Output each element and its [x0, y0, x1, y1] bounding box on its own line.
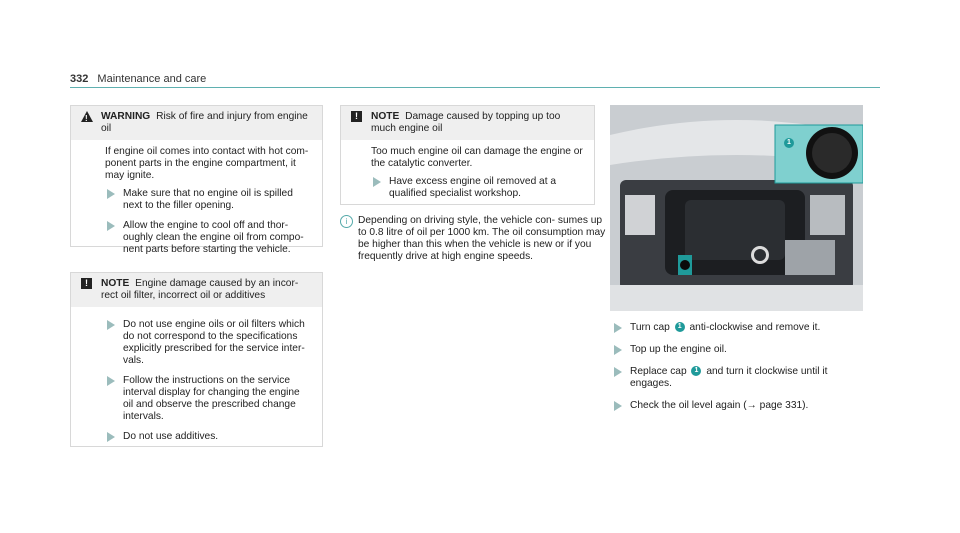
procedure-steps — [612, 322, 872, 422]
callout-badge: 1 — [784, 138, 794, 148]
page-number: 332 — [70, 73, 89, 85]
warning-title: WARNING — [101, 111, 151, 122]
warning-text: If engine oil comes into contact with hot com- ponent parts in the engine compartment, it may ignite. — [105, 146, 309, 181]
notice-subtitle: Damage caused by topping up too much engine oil — [371, 111, 561, 134]
arrow-icon — [373, 177, 381, 187]
warning-step: Make sure that no engine oil is spilled next to the filler opening. — [105, 188, 312, 212]
arrow-icon — [614, 401, 622, 411]
notice-text: Too much engine oil can damage the engine or the catalytic converter. — [371, 146, 583, 169]
notice-step: Have excess engine oil removed at a qualified specialist workshop. — [371, 176, 584, 200]
notice-title: NOTE — [371, 111, 400, 122]
warning-header — [71, 106, 322, 140]
notice-header — [71, 273, 322, 307]
arrow-icon — [107, 432, 115, 442]
warning-step: Allow the engine to cool off and thor- oughly clean the engine oil from compo- nent parts before starting the vehicle. — [105, 220, 312, 256]
warning-box — [70, 105, 323, 255]
warning-subtitle: Risk of fire and injury from engine oil — [101, 111, 308, 134]
info-note — [340, 215, 613, 263]
notice-step: Do not use additives. — [105, 431, 312, 443]
callout-badge: 1 — [691, 366, 701, 376]
section-title: Maintenance and care — [97, 73, 207, 85]
notice-header — [341, 106, 594, 140]
warning-triangle-icon: ! — [81, 111, 93, 122]
notice-step: Do not use engine oils or oil filters which do not correspond to the specifications explicitly prescribed for the service inter- vals. — [105, 319, 312, 367]
info-note-text: Depending on driving style, the vehicle con- sumes up to 0.8 litre of oil per 1000 km. The oil consumption may be higher than this when the vehicle is new or if you frequently drive at high engine speeds. — [358, 215, 606, 262]
arrow-icon — [614, 345, 622, 355]
arrow-icon — [107, 221, 115, 231]
procedure-step: Turn cap 1 anti-clockwise and remove it. — [612, 322, 872, 334]
procedure-step: Top up the engine oil. — [612, 344, 872, 356]
notice-step: Follow the instructions on the service interval display for changing the engine oil and observe the prescribed change intervals. — [105, 375, 312, 423]
arrow-icon — [107, 376, 115, 386]
arrow-icon — [107, 320, 115, 330]
procedure-step: Check the oil level again (→ page 331). — [612, 400, 872, 412]
exclamation-icon: ! — [351, 111, 362, 123]
info-icon: i — [340, 215, 353, 228]
procedure-step: Replace cap 1 and turn it clockwise until it engages. — [612, 366, 872, 390]
arrow-icon — [614, 323, 622, 333]
notice-box-oil-filter — [70, 272, 323, 447]
arrow-icon — [614, 367, 622, 377]
page-header — [70, 73, 206, 85]
engine-compartment-image — [610, 105, 863, 311]
engine-illustration — [610, 105, 863, 311]
notice-box-overfill — [340, 105, 595, 205]
arrow-icon — [107, 189, 115, 199]
notice-subtitle: Engine damage caused by an incor- rect oil filter, incorrect oil or additives — [101, 278, 299, 301]
header-divider — [70, 87, 880, 88]
callout-badge: 1 — [675, 322, 685, 332]
notice-title: NOTE — [101, 278, 130, 289]
exclamation-icon: ! — [81, 278, 92, 290]
